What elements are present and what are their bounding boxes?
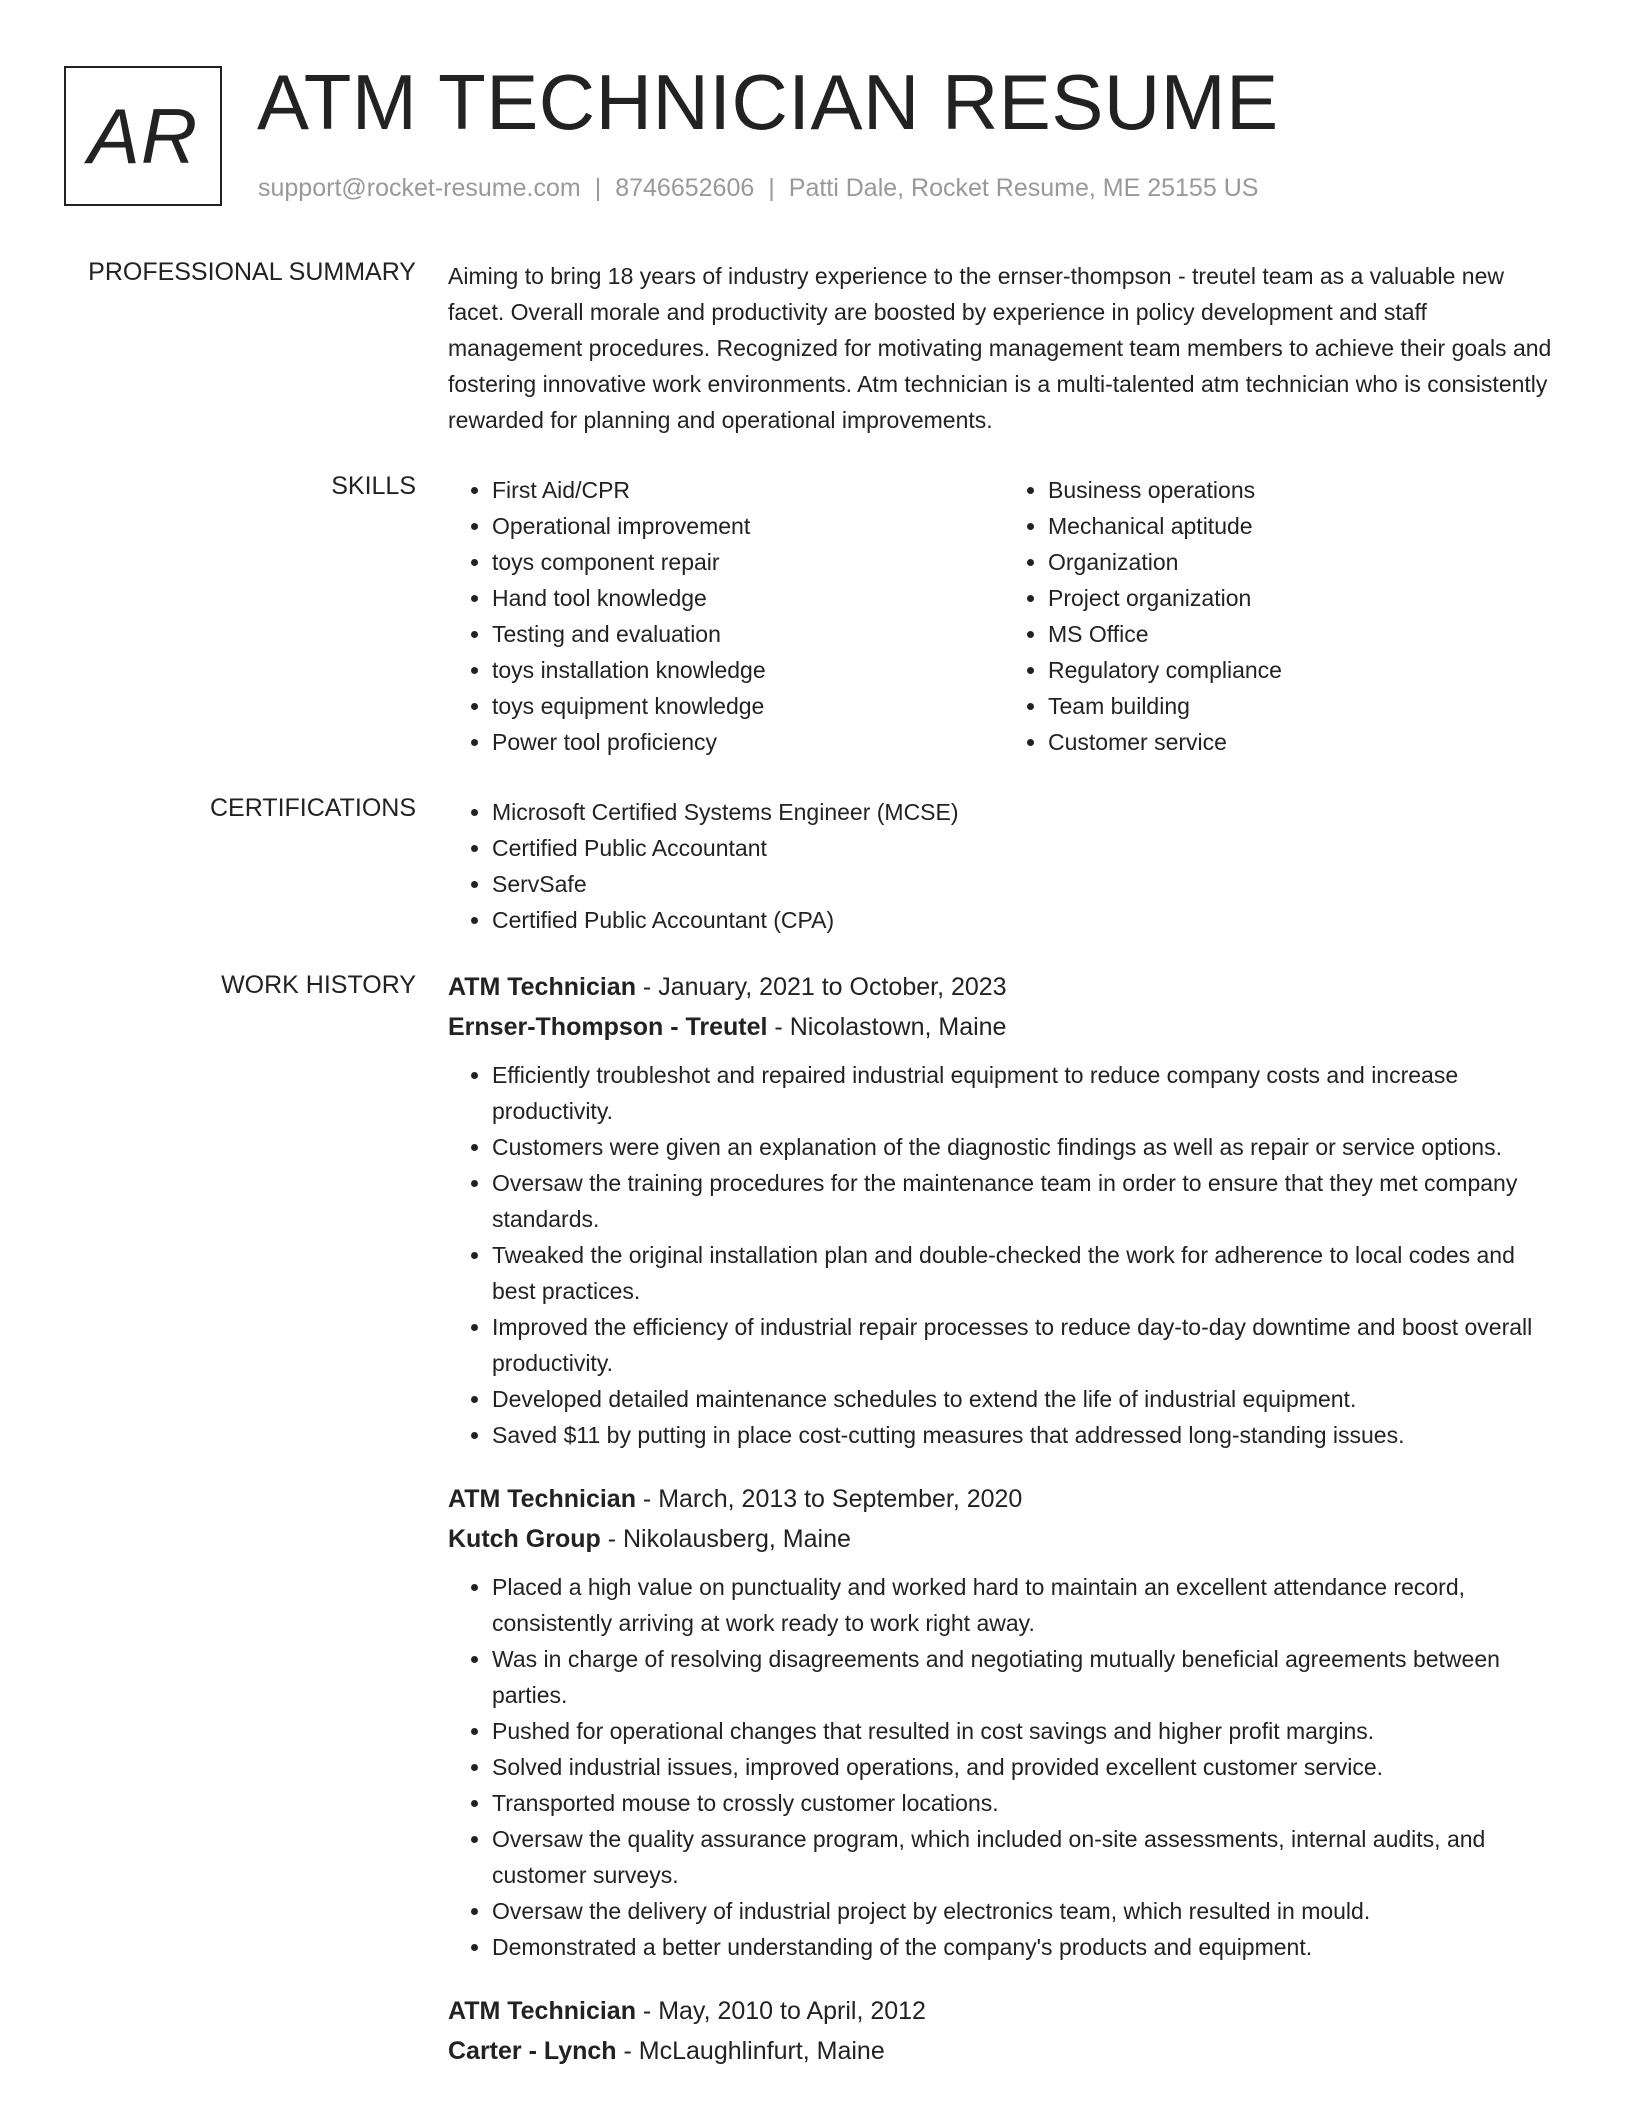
- certifications-list: [448, 794, 1560, 938]
- job-company-line: [448, 2031, 1560, 2071]
- list-item: • Improved the efficiency of industrial repair processes to reduce day-to-day downtime and boost overall productivity.: [492, 1309, 1560, 1381]
- list-item: • toys installation knowledge: [492, 652, 1004, 688]
- contact-separator: |: [594, 174, 602, 202]
- certifications-label: CERTIFICATIONS: [209, 794, 416, 822]
- list-item: • Team building: [1048, 688, 1560, 724]
- job-company-line: [448, 1519, 1560, 1559]
- list-item: • MS Office: [1048, 616, 1560, 652]
- job-title: ATM Technician: [448, 1485, 636, 1513]
- list-item: • Solved industrial issues, improved operations, and provided excellent customer service.: [492, 1749, 1560, 1785]
- list-item: • Organization: [1048, 544, 1560, 580]
- contact-line: [258, 174, 1258, 203]
- job-entry: [448, 1479, 1560, 1965]
- skills-list-left: [448, 472, 1004, 760]
- page-title: ATM TECHNICIAN RESUME: [257, 58, 1279, 146]
- list-item: • First Aid/CPR: [492, 472, 1004, 508]
- list-item: • Tweaked the original installation plan and double-checked the work for adherence to local codes and best practices.: [492, 1237, 1560, 1309]
- list-item: • Power tool proficiency: [492, 724, 1004, 760]
- work-history-label: WORK HISTORY: [221, 971, 416, 999]
- list-item: • Oversaw the training procedures for the maintenance team in order to ensure that they met company standards.: [492, 1165, 1560, 1237]
- job-title-line: [448, 967, 1560, 1007]
- list-item: • Operational improvement: [492, 508, 1004, 544]
- list-item: • ServSafe: [492, 866, 1560, 902]
- certifications-content: [448, 794, 1560, 938]
- list-item: • Microsoft Certified Systems Engineer (MCSE): [492, 794, 1560, 830]
- list-item: • Developed detailed maintenance schedules to extend the life of industrial equipment.: [492, 1381, 1560, 1417]
- list-item: • Customers were given an explanation of the diagnostic findings as well as repair or service options.: [492, 1129, 1560, 1165]
- job-location: - Nikolausberg, Maine: [600, 1525, 851, 1553]
- job-dates: - January, 2021 to October, 2023: [635, 973, 1007, 1001]
- job-title-line: [448, 1991, 1560, 2031]
- list-item: • Pushed for operational changes that resulted in cost savings and higher profit margins.: [492, 1713, 1560, 1749]
- job-company: Ernser-Thompson - Treutel: [448, 1013, 768, 1041]
- list-item: • Project organization: [1048, 580, 1560, 616]
- list-item: • Testing and evaluation: [492, 616, 1004, 652]
- job-bullets: [448, 1569, 1560, 1965]
- list-item: • Efficiently troubleshot and repaired industrial equipment to reduce company costs and increase productivity.: [492, 1057, 1560, 1129]
- list-item: • Oversaw the quality assurance program, which included on-site assessments, internal audits, and customer surveys.: [492, 1821, 1560, 1893]
- work-history-content: [448, 967, 1560, 2097]
- job-location: - Nicolastown, Maine: [767, 1013, 1007, 1041]
- list-item: • Hand tool knowledge: [492, 580, 1004, 616]
- job-dates: - May, 2010 to April, 2012: [635, 1997, 926, 2025]
- summary-label: PROFESSIONAL SUMMARY: [88, 258, 416, 286]
- contact-address: Patti Dale, Rocket Resume, ME 25155 US: [788, 174, 1259, 202]
- list-item: • Saved $11 by putting in place cost-cutting measures that addressed long-standing issues.: [492, 1417, 1560, 1453]
- job-title: ATM Technician: [448, 1997, 636, 2025]
- job-dates: - March, 2013 to September, 2020: [635, 1485, 1023, 1513]
- skills-label: SKILLS: [331, 472, 416, 500]
- job-company-line: [448, 1007, 1560, 1047]
- list-item: • toys component repair: [492, 544, 1004, 580]
- list-item: • Customer service: [1048, 724, 1560, 760]
- list-item: • Oversaw the delivery of industrial project by electronics team, which resulted in mould.: [492, 1893, 1560, 1929]
- job-bullets: [448, 1057, 1560, 1453]
- job-location: - McLaughlinfurt, Maine: [616, 2037, 885, 2065]
- contact-phone: 8746652606: [615, 174, 755, 202]
- list-item: • Mechanical aptitude: [1048, 508, 1560, 544]
- list-item: • Transported mouse to crossly customer locations.: [492, 1785, 1560, 1821]
- monogram-box: [64, 66, 222, 206]
- list-item: • Demonstrated a better understanding of the company's products and equipment.: [492, 1929, 1560, 1965]
- job-company: Kutch Group: [448, 1525, 601, 1553]
- job-title-line: [448, 1479, 1560, 1519]
- contact-separator: |: [768, 174, 775, 202]
- list-item: • Regulatory compliance: [1048, 652, 1560, 688]
- job-company: Carter - Lynch: [448, 2037, 617, 2065]
- list-item: • Placed a high value on punctuality and worked hard to maintain an excellent attendance record, consistently arriving at work ready to work right away.: [492, 1569, 1560, 1641]
- monogram-initials: AR: [87, 91, 199, 180]
- skills-content: [448, 472, 1560, 760]
- list-item: • Was in charge of resolving disagreements and negotiating mutually beneficial agreements between parties.: [492, 1641, 1560, 1713]
- list-item: • Certified Public Accountant: [492, 830, 1560, 866]
- list-item: • toys equipment knowledge: [492, 688, 1004, 724]
- summary-content: [448, 258, 1560, 438]
- list-item: • Business operations: [1048, 472, 1560, 508]
- job-entry: [448, 1991, 1560, 2071]
- job-title: ATM Technician: [448, 973, 636, 1001]
- job-entry: [448, 967, 1560, 1453]
- contact-email: support@rocket-resume.com: [258, 174, 581, 202]
- summary-text: Aiming to bring 18 years of industry experience to the ernser-thompson - treutel team as a valuable new facet. Overall morale and productivity are boosted by experience in policy development and staff management procedures. Recognized for motivating management team members to achieve their goals and fostering innovative work environments. Atm technician is a multi-talented atm technician who is consistently rewarded for planning and operational improvements.: [448, 263, 1552, 433]
- list-item: • Certified Public Accountant (CPA): [492, 902, 1560, 938]
- skills-list-right: [1004, 472, 1560, 760]
